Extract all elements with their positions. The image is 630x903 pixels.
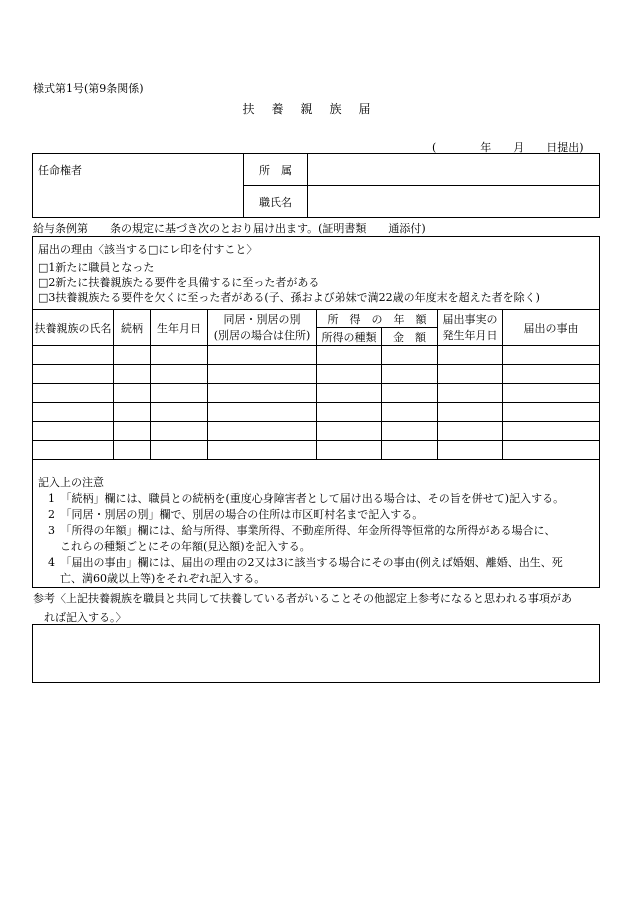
col-relation-header: 続柄 [114,310,151,346]
header-table [32,153,600,218]
col-event-date-label-1: 届出事実の [442,312,498,326]
col-name-header: 扶養親族の氏名 [33,310,114,346]
dependents-table [32,309,600,460]
table-row[interactable] [33,346,600,365]
reason-title: 届出の理由〈該当する□にレ印を付すこと〉 [38,243,258,256]
appointer-cell[interactable] [33,154,244,218]
appointer-label: 任命権者 [38,164,82,177]
col-event-date-label-2: 発生年月日 [442,328,498,342]
reference-box[interactable] [32,624,600,683]
note-line: 3 「所得の年額」欄には、給与所得、事業所得、不動産所得、年金所得等恒常的な所得がある場合に、 [48,524,556,537]
col-birth-header: 生年月日 [151,310,208,346]
reference-line-1: 参考〈上記扶養親族を職員と共同して扶養している者がいることその他認定上参考になると思われる事項があ [33,592,572,605]
col-income-header: 所 得 の 年 額 [317,310,438,328]
reference-text [33,589,603,627]
note-line: これらの種類ごとにその年額(見込額)を記入する。 [60,540,311,553]
form-reference: 様式第1号(第9条関係) [33,82,144,95]
dept-label: 所 属 [244,154,308,186]
col-residence-header [208,310,317,346]
table-row[interactable] [33,422,600,441]
table-row[interactable] [33,384,600,403]
reason-checkbox-2[interactable]: □2新たに扶養親族たる要件を具備するに至った者がある [38,276,320,289]
col-event-date-header [438,310,503,346]
col-residence-label-2: (別居の場合は住所) [213,328,311,342]
dept-field[interactable] [308,154,600,186]
main-box [32,236,600,588]
name-field[interactable] [308,186,600,218]
table-row[interactable] [33,403,600,422]
reason-checkbox-1[interactable]: □1新たに職員となった [38,261,155,274]
table-row[interactable] [33,365,600,384]
col-reason-header: 届出の事由 [503,310,600,346]
note-line: 4 「届出の事由」欄には、届出の理由の2又は3に該当する場合にその事由(例えば婚姻、離婚、出生、死 [48,556,563,569]
name-label: 職氏名 [244,186,308,218]
page-title: 扶養親族届 [242,102,388,116]
note-line: 1 「続柄」欄には、職員との続柄を(重度心身障害者として届け出る場合は、その旨を併せて)記入する。 [48,492,565,505]
notes-title: 記入上の注意 [38,476,104,489]
submission-date: ( 年 月 日提出) [432,141,584,154]
note-line: 2 「同居・別居の別」欄で、別居の場合の住所は市区町村名まで記入する。 [48,508,424,521]
col-residence-label-1: 同居・別居の別 [223,312,301,326]
reason-checkbox-3[interactable]: □3扶養親族たる要件を欠くに至った者がある(子、孫および弟妹で満22歳の年度末を超えた者を除く) [38,291,540,304]
note-line: 亡、満60歳以上等)をそれぞれ記入する。 [60,572,266,585]
col-income-type-header: 所得の種類 [317,328,382,346]
table-row[interactable] [33,441,600,460]
col-income-amount-header: 金 額 [382,328,438,346]
reference-line-2: れば記入する。〉 [44,611,127,624]
rule-statement: 給与条例第 条の規定に基づき次のとおり届け出ます。(証明書類 通添付) [33,222,426,235]
